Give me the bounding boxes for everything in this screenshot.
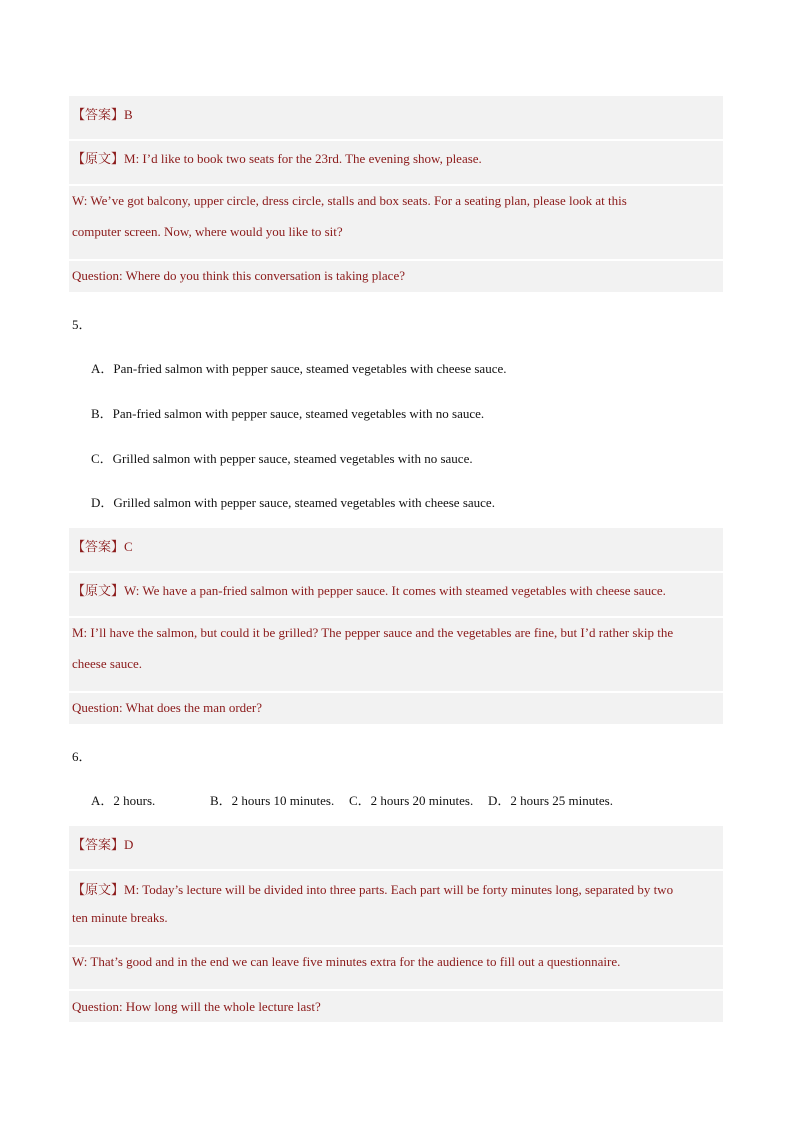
answer-value: D	[124, 837, 134, 852]
option-a: A．Pan-fried salmon with pepper sauce, steamed vegetables with cheese sauce.	[91, 361, 507, 376]
separator	[69, 989, 723, 991]
script-line	[72, 148, 482, 167]
question-line: Question: How long will the whole lecture last?	[72, 999, 321, 1014]
script-tag: 【原文】	[72, 583, 125, 598]
separator	[69, 184, 723, 186]
script-text: M: Today’s lecture will be divided into three parts. Each part will be forty minutes long, separated by two	[124, 882, 674, 897]
question-number: 5．	[72, 317, 92, 332]
script-line-2: ten minute breaks.	[72, 910, 168, 925]
script-line-3: cheese sauce.	[72, 656, 143, 671]
separator	[69, 259, 723, 261]
script-tag: 【原文】	[72, 882, 125, 897]
answer-value: B	[124, 107, 133, 122]
answer-tag: 【答案】	[72, 837, 125, 852]
option-d: D．Grilled salmon with pepper sauce, steamed vegetables with cheese sauce.	[91, 495, 495, 510]
script-line-2: W: We’ve got balcony, upper circle, dress circle, stalls and box seats. For a seating plan, please look at this	[72, 193, 627, 208]
script-line-3: W: That’s good and in the end we can leave five minutes extra for the audience to fill out a questionnaire.	[72, 954, 621, 969]
answer-tag: 【答案】	[72, 107, 125, 122]
option-c: C．2 hours 20 minutes.	[349, 793, 474, 808]
script-line	[72, 580, 666, 599]
script-tag: 【原文】	[72, 151, 125, 166]
script-line-3: computer screen. Now, where would you like to sit?	[72, 224, 343, 239]
script-text: W: We have a pan-fried salmon with pepper sauce. It comes with steamed vegetables with cheese sauce.	[124, 583, 666, 598]
answer-block-q5	[69, 528, 723, 724]
script-line-2: M: I’ll have the salmon, but could it be grilled? The pepper sauce and the vegetables are fine, but I’d rather skip the	[72, 625, 674, 640]
separator	[69, 139, 723, 141]
option-a: A．2 hours.	[91, 793, 156, 808]
separator	[69, 869, 723, 871]
answer-tag: 【答案】	[72, 539, 125, 554]
answer-line	[72, 834, 133, 853]
option-b: B．2 hours 10 minutes.	[210, 793, 335, 808]
answer-line	[72, 536, 133, 555]
answer-value: C	[124, 539, 133, 554]
question-line: Question: What does the man order?	[72, 700, 263, 715]
option-c: C．Grilled salmon with pepper sauce, steamed vegetables with no sauce.	[91, 451, 473, 466]
separator	[69, 945, 723, 947]
question-number: 6．	[72, 749, 92, 764]
option-d: D．2 hours 25 minutes.	[488, 793, 613, 808]
separator	[69, 571, 723, 573]
answer-block-q6	[69, 826, 723, 1022]
separator	[69, 691, 723, 693]
question-line: Question: Where do you think this conversation is taking place?	[72, 268, 405, 283]
script-line	[72, 879, 673, 898]
answer-block-q4	[69, 96, 723, 292]
script-text: M: I’d like to book two seats for the 23rd. The evening show, please.	[124, 151, 482, 166]
separator	[69, 616, 723, 618]
answer-line	[72, 104, 133, 123]
option-b: B．Pan-fried salmon with pepper sauce, steamed vegetables with no sauce.	[91, 406, 485, 421]
